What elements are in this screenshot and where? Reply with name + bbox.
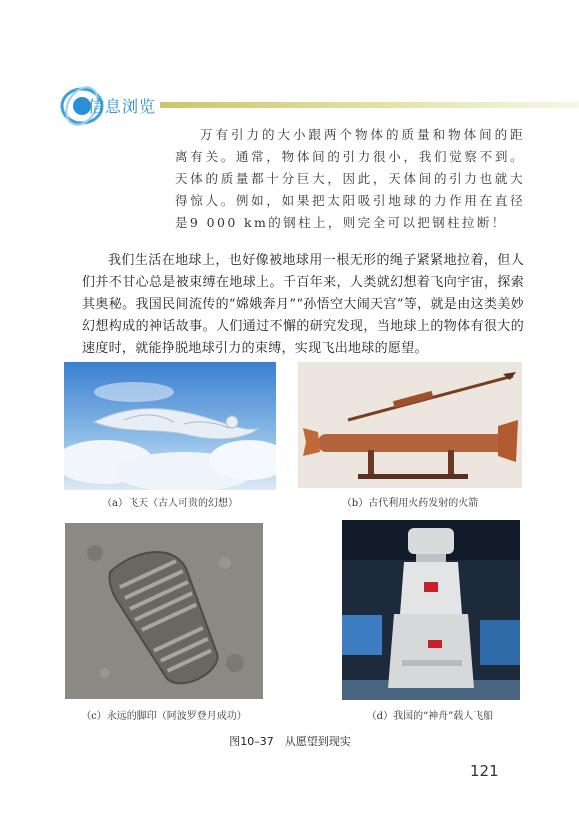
caption-c: （c）永远的脚印（阿波罗登月成功） <box>81 711 247 722</box>
page-number: 121 <box>470 762 499 780</box>
feitian-image <box>64 362 276 490</box>
section-title: 信息浏览 <box>88 97 157 116</box>
section-header <box>60 84 520 120</box>
caption-d: （d）我国的“神舟”载人飞船 <box>366 711 494 722</box>
shenzhou-image <box>342 520 520 700</box>
info-box <box>175 124 525 234</box>
figure-caption: 图10–37 从愿望到现实 <box>229 735 351 748</box>
paragraph-text: 我们生活在地球上，也好像被地球用一根无形的绳子紧紧地拉着，但人们并不甘心总是被束缚在地球上。千百年来，人类就幻想着飞向宇宙，探索其奥秘。我国民间流传的“嫦娥奔月”“孙悟空大闹天宫”等，就是由这类美妙幻想构成的神话故事。人们通过不懈的研究发现，当地球上的物体有很大的速度时，就能挣脱地球引力的束缚，实现飞出地球的愿望。 <box>82 253 524 356</box>
figure-ancient-rocket <box>298 362 522 488</box>
caption-a: （a）飞天（古人可贵的幻想） <box>102 498 238 509</box>
footprint-image <box>65 523 263 699</box>
info-text: 万有引力的大小跟两个物体的质量和物体间的距离有关。通常，物体间的引力很小，我们觉察不到。天体的质量都十分巨大，因此，天体间的引力也就大得惊人。例如，如果把太阳吸引地球的力作用在直径是9 000 km的钢柱上，则完全可以把钢柱拉断！ <box>175 127 525 230</box>
body-paragraph <box>82 250 524 360</box>
figure-footprint <box>65 523 263 699</box>
ancient-rocket-image <box>298 362 522 488</box>
caption-b: （b）古代利用火药发射的火箭 <box>341 498 479 509</box>
header-bar <box>160 102 579 108</box>
figure-feitian <box>64 362 276 490</box>
figure-shenzhou <box>342 520 520 700</box>
